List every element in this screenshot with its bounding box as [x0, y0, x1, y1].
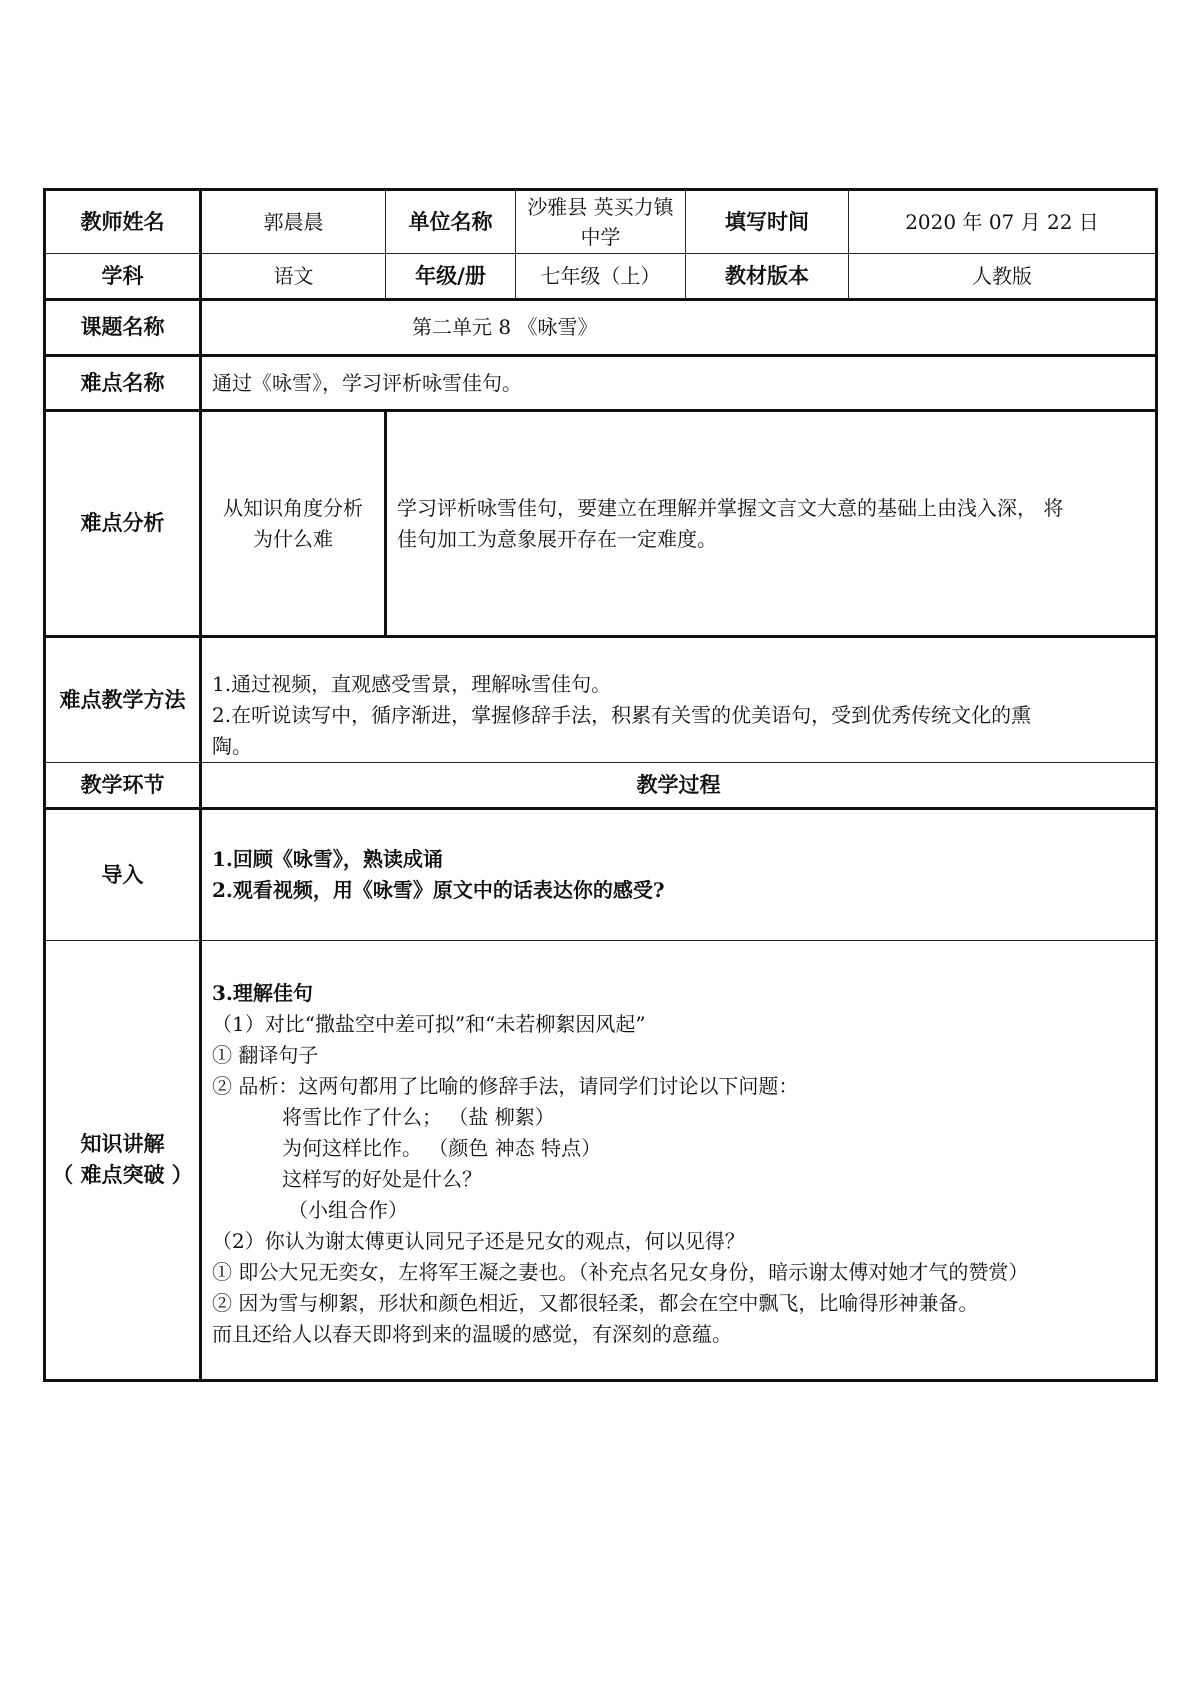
lesson-plan-table	[43, 188, 1158, 1382]
teacher-name-label: 教师姓名	[45, 190, 201, 254]
intro-line2: 2.观看视频，用《咏雪》原文中的话表达你的感受?	[212, 878, 665, 902]
intro-label: 导入	[45, 809, 201, 941]
knowledge-label-line2: （ 难点突破 ）	[52, 1163, 193, 1187]
intro-line1: 1.回顾《咏雪》，熟读成诵	[212, 847, 443, 871]
intro-content	[201, 809, 1157, 941]
unit-name-value	[516, 190, 686, 254]
subject-value: 语文	[201, 254, 386, 300]
unit-name-line1: 沙雅县 英买力镇	[527, 195, 674, 219]
knowledge-line: ② 品析：这两句都用了比喻的修辞手法，请同学们讨论以下问题：	[212, 1074, 799, 1098]
subject-label: 学科	[45, 254, 201, 300]
method-content	[201, 637, 1157, 763]
knowledge-line: 为何这样比作。 （颜色 神态 特点）	[282, 1136, 602, 1160]
process-stage-label: 教学环节	[45, 763, 201, 809]
knowledge-line: （1）对比“撒盐空中差可拟”和“未若柳絮因风起”	[212, 1012, 646, 1036]
teacher-name-value: 郭晨晨	[201, 190, 386, 254]
analysis-sub-label	[201, 411, 386, 637]
analysis-content	[386, 411, 1157, 637]
grade-value: 七年级（上）	[516, 254, 686, 300]
knowledge-label	[45, 941, 201, 1381]
knowledge-line: 而且还给人以春天即将到来的温暖的感觉，有深刻的意蕴。	[212, 1322, 732, 1346]
fill-date-value: 2020 年 07 月 22 日	[849, 190, 1157, 254]
knowledge-line: 3.理解佳句	[212, 981, 313, 1005]
analysis-label: 难点分析	[45, 411, 201, 637]
edition-label: 教材版本	[686, 254, 849, 300]
unit-name-label: 单位名称	[386, 190, 516, 254]
analysis-sub-label-line1: 从知识角度分析	[223, 495, 363, 520]
method-line3: 陶。	[212, 733, 252, 758]
method-line1: 1.通过视频，直观感受雪景，理解咏雪佳句。	[212, 671, 612, 696]
fill-date-label: 填写时间	[686, 190, 849, 254]
knowledge-line: 这样写的好处是什么？	[282, 1167, 482, 1191]
edition-value: 人教版	[849, 254, 1157, 300]
method-label: 难点教学方法	[45, 637, 201, 763]
difficulty-label: 难点名称	[45, 356, 201, 411]
knowledge-content	[201, 941, 1157, 1381]
topic-value: 第二单元 8 《咏雪》	[201, 300, 1157, 356]
knowledge-line: ② 因为雪与柳絮，形状和颜色相近，又都很轻柔，都会在空中飘飞，比喻得形神兼备。	[212, 1291, 979, 1315]
analysis-sub-label-line2: 为什么难	[253, 526, 333, 551]
knowledge-line: ① 即公大兄无奕女，左将军王凝之妻也。（补充点名兄女身份，暗示谢太傅对她才气的赞赏）	[212, 1260, 1029, 1284]
difficulty-value: 通过《咏雪》，学习评析咏雪佳句。	[201, 356, 1157, 411]
knowledge-line: （2）你认为谢太傅更认同兄子还是兄女的观点，何以见得？	[212, 1229, 745, 1253]
process-label: 教学过程	[201, 763, 1157, 809]
knowledge-line: 将雪比作了什么； （盐 柳絮）	[282, 1105, 555, 1129]
knowledge-line: （小组合作）	[288, 1198, 408, 1222]
unit-name-line2: 中学	[580, 225, 621, 249]
grade-label: 年级/册	[386, 254, 516, 300]
topic-label: 课题名称	[45, 300, 201, 356]
knowledge-line: ① 翻译句子	[212, 1043, 319, 1067]
knowledge-label-line1: 知识讲解	[80, 1132, 165, 1156]
analysis-content-line1: 学习评析咏雪佳句，要建立在理解并掌握文言文大意的基础上由浅入深， 将	[397, 495, 1064, 520]
method-line2: 2.在听说读写中，循序渐进，掌握修辞手法，积累有关雪的优美语句，受到优秀传统文化的熏	[212, 702, 1032, 727]
analysis-content-line2: 佳句加工为意象展开存在一定难度。	[397, 526, 717, 551]
